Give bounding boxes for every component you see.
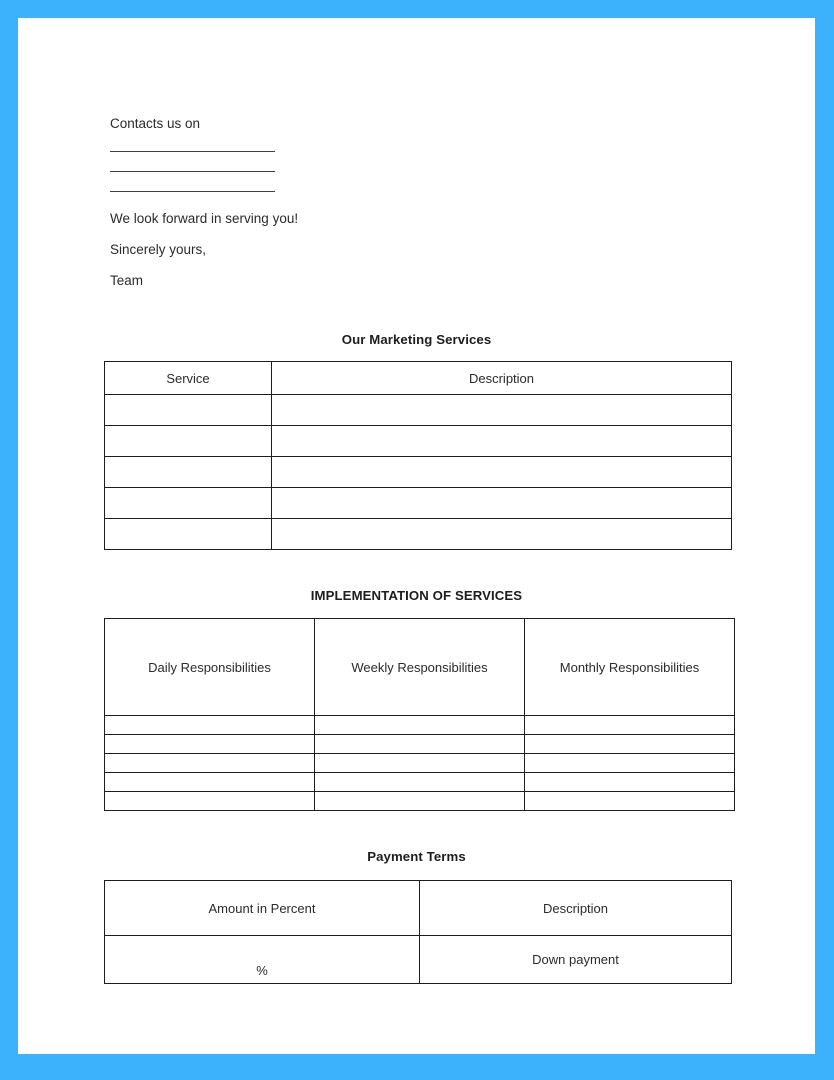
cell-weekly[interactable] xyxy=(315,792,525,811)
cell-description[interactable] xyxy=(272,457,732,488)
cell-service[interactable] xyxy=(105,519,272,550)
cell-weekly[interactable] xyxy=(315,754,525,773)
page-sheet xyxy=(18,18,815,1054)
payment-terms-heading: Payment Terms xyxy=(367,849,466,864)
cell-description[interactable] xyxy=(272,426,732,457)
table-row xyxy=(105,735,735,754)
cell-monthly[interactable] xyxy=(525,792,735,811)
cell-monthly[interactable] xyxy=(525,735,735,754)
cell-down-payment-description[interactable]: Down payment xyxy=(420,936,732,984)
table-row xyxy=(105,754,735,773)
table-header-row xyxy=(105,362,732,395)
cell-daily[interactable] xyxy=(105,716,315,735)
cell-daily[interactable] xyxy=(105,773,315,792)
table-row xyxy=(105,426,732,457)
cell-description[interactable] xyxy=(272,395,732,426)
cell-service[interactable] xyxy=(105,395,272,426)
table-row xyxy=(105,395,732,426)
column-header-description: Description xyxy=(272,362,732,395)
cell-daily[interactable] xyxy=(105,792,315,811)
table-row xyxy=(105,457,732,488)
table-header-row xyxy=(105,881,732,936)
contact-us-label: Contacts us on xyxy=(110,116,201,131)
cell-service[interactable] xyxy=(105,488,272,519)
cell-service[interactable] xyxy=(105,457,272,488)
blank-contact-line-3[interactable] xyxy=(110,191,275,192)
column-header-monthly: Monthly Responsibilities xyxy=(525,619,735,716)
implementation-heading: IMPLEMENTATION OF SERVICES xyxy=(310,588,523,603)
cell-weekly[interactable] xyxy=(315,773,525,792)
table-header-row xyxy=(105,619,735,716)
blank-contact-line-2[interactable] xyxy=(110,171,275,172)
cell-monthly[interactable] xyxy=(525,754,735,773)
closing-statement: We look forward in serving you! xyxy=(110,211,299,226)
column-header-amount-in-percent: Amount in Percent xyxy=(105,881,420,936)
blank-contact-line-1[interactable] xyxy=(110,151,275,152)
cell-weekly[interactable] xyxy=(315,735,525,754)
table-row xyxy=(105,519,732,550)
table-row xyxy=(105,716,735,735)
signer-name: Team xyxy=(110,273,144,288)
cell-percent-value[interactable]: % xyxy=(105,936,420,984)
cell-service[interactable] xyxy=(105,426,272,457)
implementation-table xyxy=(104,618,735,811)
cell-monthly[interactable] xyxy=(525,773,735,792)
column-header-daily: Daily Responsibilities xyxy=(105,619,315,716)
table-row xyxy=(105,792,735,811)
letter-closing-block xyxy=(110,116,670,304)
signoff-text: Sincerely yours, xyxy=(110,242,207,257)
table-row xyxy=(105,488,732,519)
table-row xyxy=(105,936,732,984)
cell-weekly[interactable] xyxy=(315,716,525,735)
cell-daily[interactable] xyxy=(105,754,315,773)
column-header-weekly: Weekly Responsibilities xyxy=(315,619,525,716)
document-body xyxy=(18,18,815,1054)
cell-description[interactable] xyxy=(272,488,732,519)
table-row xyxy=(105,773,735,792)
column-header-service: Service xyxy=(105,362,272,395)
column-header-description: Description xyxy=(420,881,732,936)
cell-daily[interactable] xyxy=(105,735,315,754)
cell-description[interactable] xyxy=(272,519,732,550)
marketing-services-heading: Our Marketing Services xyxy=(341,332,492,347)
marketing-services-table xyxy=(104,361,732,550)
payment-terms-table xyxy=(104,880,732,984)
cell-monthly[interactable] xyxy=(525,716,735,735)
